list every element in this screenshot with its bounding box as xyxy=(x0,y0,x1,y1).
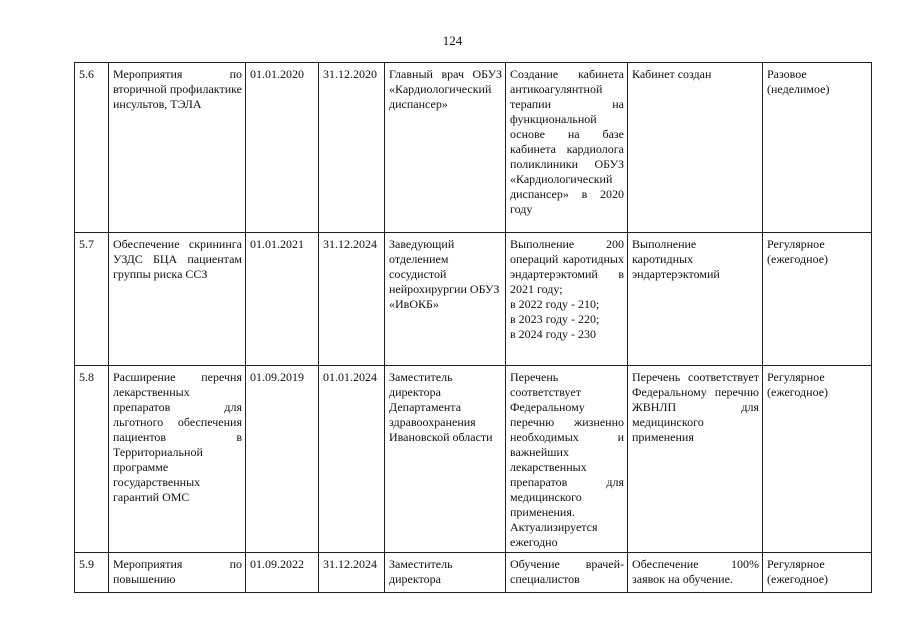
row-number: 5.9 xyxy=(75,553,109,593)
start-date-cell: 01.01.2021 xyxy=(246,233,319,366)
type-cell: Регулярное (ежегодное) xyxy=(763,553,872,593)
responsible-cell: Заместитель директора xyxy=(385,553,506,593)
indicator-cell: Перечень соответствует Федеральному перечню ЖВНЛП для медицинского применения xyxy=(628,366,763,553)
responsible-cell: Заместитель директора Департамента здравоохранения Ивановской области xyxy=(385,366,506,553)
end-date-cell: 01.01.2024 xyxy=(319,366,385,553)
row-number: 5.6 xyxy=(75,63,109,233)
end-date-cell: 31.12.2024 xyxy=(319,233,385,366)
start-date-cell: 01.01.2020 xyxy=(246,63,319,233)
responsible-cell: Заведующий отделением сосудистой нейрохирургии ОБУЗ «ИвОКБ» xyxy=(385,233,506,366)
result-cell: Создание кабинета антикоагулянтной терапии на функциональной основе на базе кабинета кардиолога поликлиники ОБУЗ «Кардиологический диспансер» в 2020 году xyxy=(506,63,628,233)
event-cell: Обеспечение скрининга УЗДС БЦА пациентам группы риска ССЗ xyxy=(109,233,246,366)
type-cell: Регулярное (ежегодное) xyxy=(763,233,872,366)
result-line: в 2023 году - 220; xyxy=(510,312,600,326)
row-number: 5.8 xyxy=(75,366,109,553)
event-cell: Мероприятия по вторичной профилактике инсультов, ТЭЛА xyxy=(109,63,246,233)
result-cell: Обучение врачей-специалистов xyxy=(506,553,628,593)
start-date-cell: 01.09.2019 xyxy=(246,366,319,553)
result-line: в 2024 году - 230 xyxy=(510,327,597,341)
indicator-cell: Обеспечение 100% заявок на обучение. xyxy=(628,553,763,593)
start-date-cell: 01.09.2022 xyxy=(246,553,319,593)
end-date-cell: 31.12.2024 xyxy=(319,553,385,593)
result-line: Выполнение 200 операций каротидных эндартерэктомий в 2021 году; xyxy=(510,237,624,296)
event-cell: Расширение перечня лекарственных препаратов для льготного обеспечения пациентов в Территориальной программе государственных гарантий ОМС xyxy=(109,366,246,553)
page-number: 124 xyxy=(442,33,463,48)
table-row xyxy=(75,63,872,233)
indicator-cell: Кабинет создан xyxy=(628,63,763,233)
event-cell: Мероприятия по повышению xyxy=(109,553,246,593)
type-cell: Разовое (неделимое) xyxy=(763,63,872,233)
indicator-cell: Выполнение каротидных эндартерэктомий xyxy=(628,233,763,366)
result-cell: Перечень соответствует Федеральному перечню жизненно необходимых и важнейших лекарственных препаратов для медицинского применения. Актуализируется ежегодно xyxy=(506,366,628,553)
end-date-cell: 31.12.2020 xyxy=(319,63,385,233)
result-cell xyxy=(506,233,628,366)
table-row xyxy=(75,233,872,366)
table-row xyxy=(75,366,872,553)
result-line: в 2022 году - 210; xyxy=(510,297,600,311)
table-row xyxy=(75,553,872,593)
row-number: 5.7 xyxy=(75,233,109,366)
plan-table xyxy=(74,62,872,593)
responsible-cell: Главный врач ОБУЗ «Кардиологический диспансер» xyxy=(385,63,506,233)
type-cell: Регулярное (ежегодное) xyxy=(763,366,872,553)
